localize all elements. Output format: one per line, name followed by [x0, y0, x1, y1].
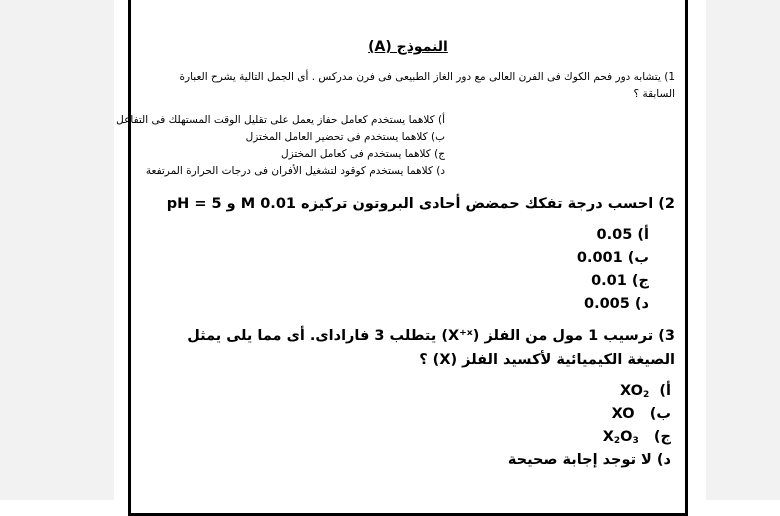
question-1-text: 1) يتشابه دور فحم الكوك فى الفرن العالى مع دور الغاز الطبيعى فى فرن مدركس . أى الجمل التالية يشرح العبارة السابقة ؟: [179, 71, 675, 100]
q3-option-d: [508, 452, 671, 468]
q1-option-d: د) كلاهما يستخدم كوقود لتشغيل الأفران فى درجات الحرارة المرتفعة: [145, 165, 445, 177]
option-label: د): [656, 452, 671, 468]
q1-option-a: أ) كلاهما يستخدم كعامل حفاز يعمل على تقليل الوقت المستهلك فى التفاعل: [116, 114, 445, 126]
option-label: ب): [627, 250, 649, 266]
option-label: ج): [631, 273, 649, 289]
option-label: أ): [659, 383, 671, 399]
option-label: ج): [653, 429, 671, 445]
option-value: 0.01: [591, 273, 627, 289]
option-label: أ): [637, 227, 649, 243]
q1-option-c: ج) كلاهما يستخدم فى كعامل المختزل: [280, 148, 445, 160]
option-text: لا توجد إجابة صحيحة: [507, 452, 652, 468]
q2-option-c: [591, 273, 649, 289]
option-label: ب): [649, 406, 671, 422]
question-2-text: 2) احسب درجة تفكك حمضض أحادى البروتون تركيزه 0.01 M و pH = 5: [166, 196, 675, 212]
option-value: 0.05: [596, 227, 633, 243]
q3-option-a: [620, 383, 671, 400]
option-value: 0.001: [576, 250, 623, 266]
option-value: 0.005: [583, 296, 630, 312]
option-label: د): [634, 296, 649, 312]
q1-option-b: ب) كلاهما يستخدم فى تحضير العامل المختزل: [245, 131, 445, 143]
formula: XO: [611, 406, 635, 422]
exam-page: [116, 0, 688, 516]
formula: $X_2O_3$: [602, 429, 639, 446]
right-margin: [706, 0, 780, 500]
q3-option-c: [603, 429, 671, 446]
q2-option-b: [577, 250, 649, 266]
q3-option-b: [612, 406, 671, 422]
q2-option-d: [584, 296, 649, 312]
left-margin: [0, 0, 114, 500]
formula: $XO_2$: [620, 383, 650, 400]
q2-option-a: [597, 227, 649, 243]
question-3-text: 3) ترسيب 1 مول من الفلز (X⁺ˣ) يتطلب 3 فاراداى. أى مما يلى يمثل الصيغة الكيميائية لأكسيد الفلز (X) ؟: [187, 328, 675, 368]
model-title: النموذج (A): [368, 39, 448, 55]
